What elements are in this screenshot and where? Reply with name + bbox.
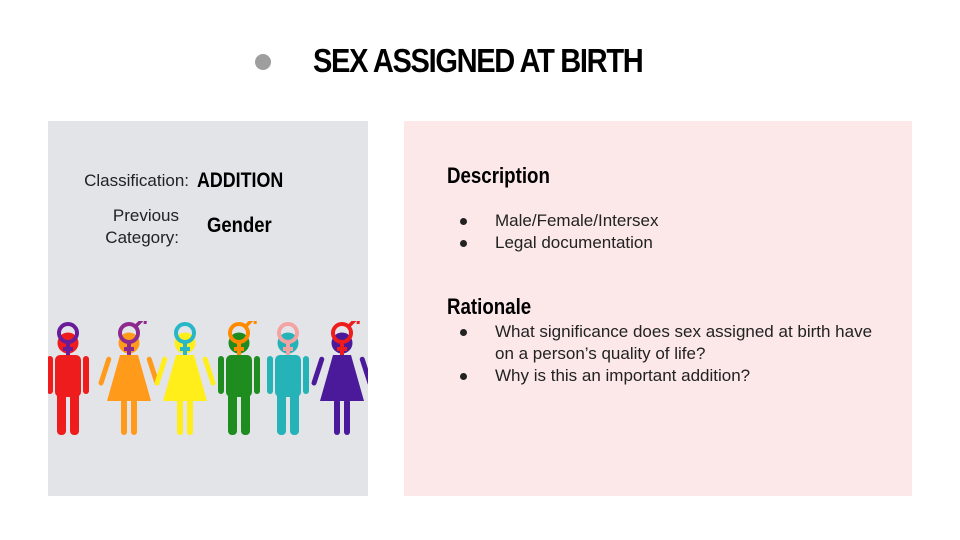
person-figure [267,324,309,435]
person-dress [320,355,364,401]
classification-label: Classification: [84,171,189,190]
details-panel [404,121,912,496]
classification-panel [48,121,368,496]
classification-value: ADDITION [197,169,284,192]
description-heading: Description [447,163,550,188]
person-dress [107,355,151,401]
rationale-item: What significance does sex assigned at birth have on a person’s quality of life? [460,321,880,365]
description-list [460,210,880,254]
previous-category-value: Gender [207,214,272,237]
person-figure [154,324,216,435]
person-figure [218,321,260,435]
rationale-item: Why is this an important addition? [460,365,880,387]
person-torso [275,355,301,397]
person-figure [48,324,89,435]
person-dress [163,355,207,401]
rationale-heading: Rationale [447,294,532,319]
person-figure [311,321,368,435]
description-item: Male/Female/Intersex [460,210,880,232]
rationale-list [460,321,880,387]
person-torso [226,355,252,397]
previous-category-label: Previous Category: [105,206,179,247]
title-bullet-dot [255,54,271,70]
gender-figures-illustration [48,321,368,451]
description-item: Legal documentation [460,232,880,254]
slide-title: SEX ASSIGNED AT BIRTH [313,42,643,79]
person-torso [55,355,81,397]
person-figure [98,321,160,435]
